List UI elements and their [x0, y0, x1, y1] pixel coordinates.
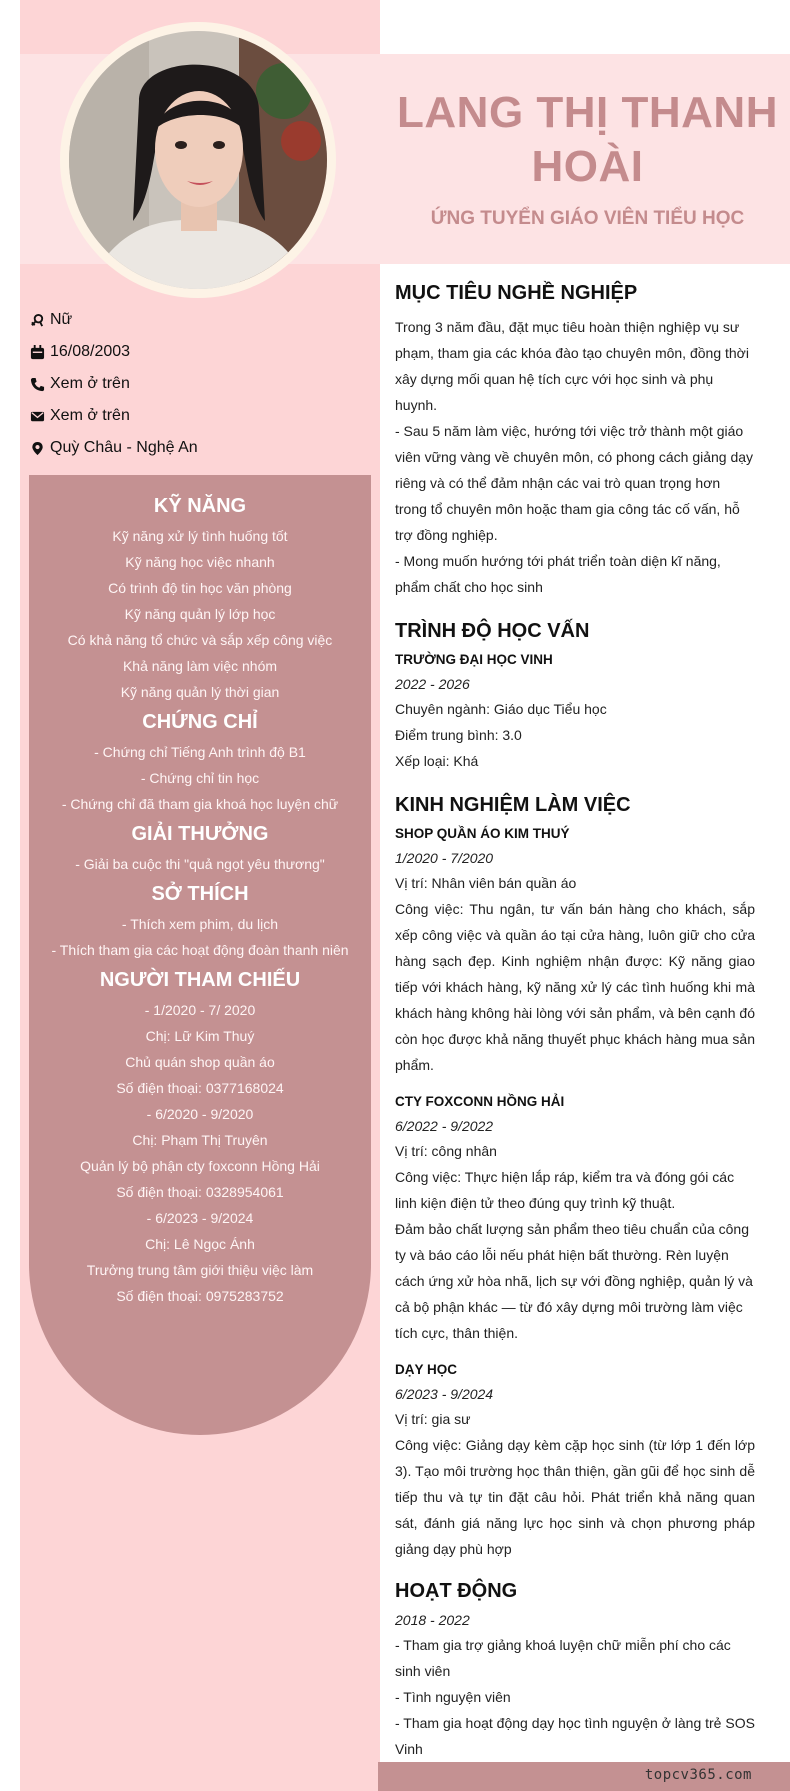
job-role: Vị trí: gia sư — [395, 1411, 471, 1427]
hobby-item: - Thích xem phim, du lịch — [121, 916, 279, 932]
job-position: ỨNG TUYỂN GIÁO VIÊN TIỂU HỌC — [430, 208, 745, 229]
contact-gender — [28, 304, 368, 336]
location-icon — [28, 439, 46, 457]
activity-item: - Tham gia trợ giảng khoá luyện chữ miễn phí cho các sinh viên — [395, 1637, 731, 1679]
job-company: CTY FOXCONN HỒNG HẢI — [395, 1094, 565, 1109]
contact-birthday — [28, 336, 368, 368]
avatar-frame — [60, 22, 336, 298]
school-name: TRƯỜNG ĐẠI HỌC VINH — [395, 652, 553, 667]
experience-heading: KINH NGHIỆM LÀM VIỆC — [395, 794, 631, 816]
reference-line: Số điện thoại: 0975283752 — [116, 1288, 284, 1304]
activities-heading: HOẠT ĐỘNG — [395, 1580, 518, 1602]
reference-line: Chị: Phạm Thị Truyên — [132, 1132, 268, 1148]
skill-item: Kỹ năng quản lý thời gian — [120, 684, 280, 700]
skills-heading: KỸ NĂNG — [153, 495, 247, 517]
objective-paragraph: - Sau 5 năm làm việc, hướng tới việc trở thành một giáo viên vững vàng về chuyên môn, có phong cách giảng dạy riêng và có thể đảm nhận các vai trò quan trọng hơn trong tổ chuyên môn hoặc tham gia công tác cố vấn, hỗ trợ đồng nghiệp. — [395, 423, 754, 543]
education-line: Điểm trung bình: 3.0 — [395, 727, 522, 743]
reference-line: Chủ quán shop quần áo — [125, 1054, 275, 1070]
job-company: DẠY HỌC — [395, 1362, 458, 1377]
award-item: - Giải ba cuộc thi "quả ngọt yêu thương" — [75, 856, 325, 872]
skill-item: Có trình độ tin học văn phòng — [108, 580, 292, 596]
job-company: SHOP QUẦN ÁO KIM THUÝ — [395, 826, 570, 841]
skill-item: Kỹ năng xử lý tình huống tốt — [112, 528, 288, 544]
calendar-icon — [28, 343, 46, 361]
certificates-heading: CHỨNG CHỈ — [142, 711, 258, 733]
certificate-item: - Chứng chỉ Tiếng Anh trình độ B1 — [94, 744, 306, 760]
activities-date: 2018 - 2022 — [395, 1612, 470, 1628]
gender-icon — [28, 311, 46, 329]
contact-address-text: Quỳ Châu - Nghệ An — [50, 439, 198, 456]
references-heading: NGƯỜI THAM CHIẾU — [99, 969, 301, 991]
job-date: 6/2023 - 9/2024 — [395, 1386, 494, 1402]
right-column — [395, 276, 755, 1762]
avatar — [69, 31, 327, 289]
email-icon — [28, 407, 46, 425]
education-heading: TRÌNH ĐỘ HỌC VẤN — [395, 620, 590, 642]
top-right-blank — [380, 0, 790, 54]
reference-line: Chị: Lê Ngọc Ánh — [145, 1236, 255, 1252]
job-description: Công việc: Thực hiện lắp ráp, kiểm tra và đóng gói các linh kiện điện tử theo đúng quy trình kỹ thuật. — [395, 1169, 735, 1211]
activity-item: - Tham gia hoạt động dạy học tình nguyện ở làng trẻ SOS Vinh — [395, 1715, 755, 1757]
footer-bar — [378, 1762, 790, 1791]
contact-address — [28, 432, 368, 464]
job-date: 6/2022 - 9/2022 — [395, 1118, 494, 1134]
objective-paragraph: - Mong muốn hướng tới phát triển toàn diện kĩ năng, phẩm chất cho học sinh — [395, 553, 721, 595]
job-description: Công việc: Thu ngân, tư vấn bán hàng cho khách, sắp xếp công việc và quần áo tại cửa hàng, luôn giữ cho cửa hàng sạch đẹp. Kinh nghiệm nhận được: Kỹ năng giao tiếp với khách hàng, kỹ năng xử lý các tình huống khi mà khách hàng không hài lòng với sản phẩm, và bên cạnh đó còn học được khả năng thuyết phục khách hàng mua sản phẩm. — [395, 901, 755, 1073]
job-date: 1/2020 - 7/2020 — [395, 850, 494, 866]
awards-heading: GIẢI THƯỞNG — [131, 823, 269, 845]
education-line: Chuyên ngành: Giáo dục Tiểu học — [395, 701, 607, 717]
hobby-item: - Thích tham gia các hoạt động đoàn thanh niên — [51, 942, 349, 958]
objective-paragraph: Trong 3 năm đầu, đặt mục tiêu hoàn thiện nghiệp vụ sư phạm, tham gia các khóa đào tạo chuyên môn, đồng thời xây dựng mối quan hệ tích cực với học sinh và phụ huynh. — [395, 319, 749, 413]
certificate-item: - Chứng chỉ tin học — [140, 770, 260, 786]
education-line: Xếp loại: Khá — [395, 753, 479, 769]
contact-birthday-text: 16/08/2003 — [50, 343, 131, 360]
candidate-name: LANG THỊ THANH HOÀI — [397, 88, 778, 191]
contact-email-text: Xem ở trên — [50, 407, 130, 424]
skills-panel — [29, 475, 371, 1435]
skill-item: Khả năng làm việc nhóm — [122, 658, 278, 674]
skill-item: Kỹ năng học việc nhanh — [125, 554, 275, 570]
job-description: Công việc: Giảng dạy kèm cặp học sinh (từ lớp 1 đến lớp 3). Tạo môi trường học thân thiện, gần gũi để học sinh dễ tiếp thu và tự tin đặt câu hỏi. Phát triển khả năng quan sát, đánh giá năng lực học sinh và chọn phương pháp giảng dạy phù hợp — [395, 1437, 755, 1557]
contact-info — [28, 304, 368, 464]
reference-line: Số điện thoại: 0377168024 — [116, 1080, 284, 1096]
reference-line: Chị: Lữ Kim Thuý — [145, 1028, 255, 1044]
job-role: Vị trí: Nhân viên bán quần áo — [395, 875, 577, 891]
contact-phone — [28, 368, 368, 400]
job-description: Đảm bảo chất lượng sản phẩm theo tiêu chuẩn của công ty và báo cáo lỗi nếu phát hiện bất thường. Rèn luyện cách ứng xử hòa nhã, lịch sự với đồng nghiệp, quản lý và cả bộ phận khác — từ đó xây dựng môi trường làm việc tích cực, thân thiện. — [395, 1221, 753, 1341]
reference-line: - 6/2020 - 9/2020 — [146, 1106, 254, 1122]
education-date: 2022 - 2026 — [395, 676, 470, 692]
job-role: Vị trí: công nhân — [395, 1143, 497, 1159]
reference-line: - 1/2020 - 7/ 2020 — [144, 1002, 256, 1018]
contact-phone-text: Xem ở trên — [50, 375, 130, 392]
contact-email — [28, 400, 368, 432]
phone-icon — [28, 375, 46, 393]
footer-watermark: topcv365.com — [644, 1767, 752, 1783]
skill-item: Có khả năng tổ chức và sắp xếp công việc — [67, 632, 333, 648]
certificate-item: - Chứng chỉ đã tham gia khoá học luyện chữ — [61, 796, 339, 812]
reference-line: Số điện thoại: 0328954061 — [116, 1184, 284, 1200]
contact-gender-text: Nữ — [50, 311, 73, 328]
objective-heading: MỤC TIÊU NGHỀ NGHIỆP — [395, 282, 638, 304]
activity-item: - Tình nguyện viên — [395, 1689, 511, 1705]
reference-line: Trưởng trung tâm giới thiệu việc làm — [86, 1262, 314, 1278]
reference-line: Quản lý bộ phận cty foxconn Hồng Hải — [80, 1158, 320, 1174]
hobbies-heading: SỞ THÍCH — [151, 883, 249, 905]
skill-item: Kỹ năng quản lý lớp học — [124, 606, 276, 622]
reference-line: - 6/2023 - 9/2024 — [146, 1210, 254, 1226]
